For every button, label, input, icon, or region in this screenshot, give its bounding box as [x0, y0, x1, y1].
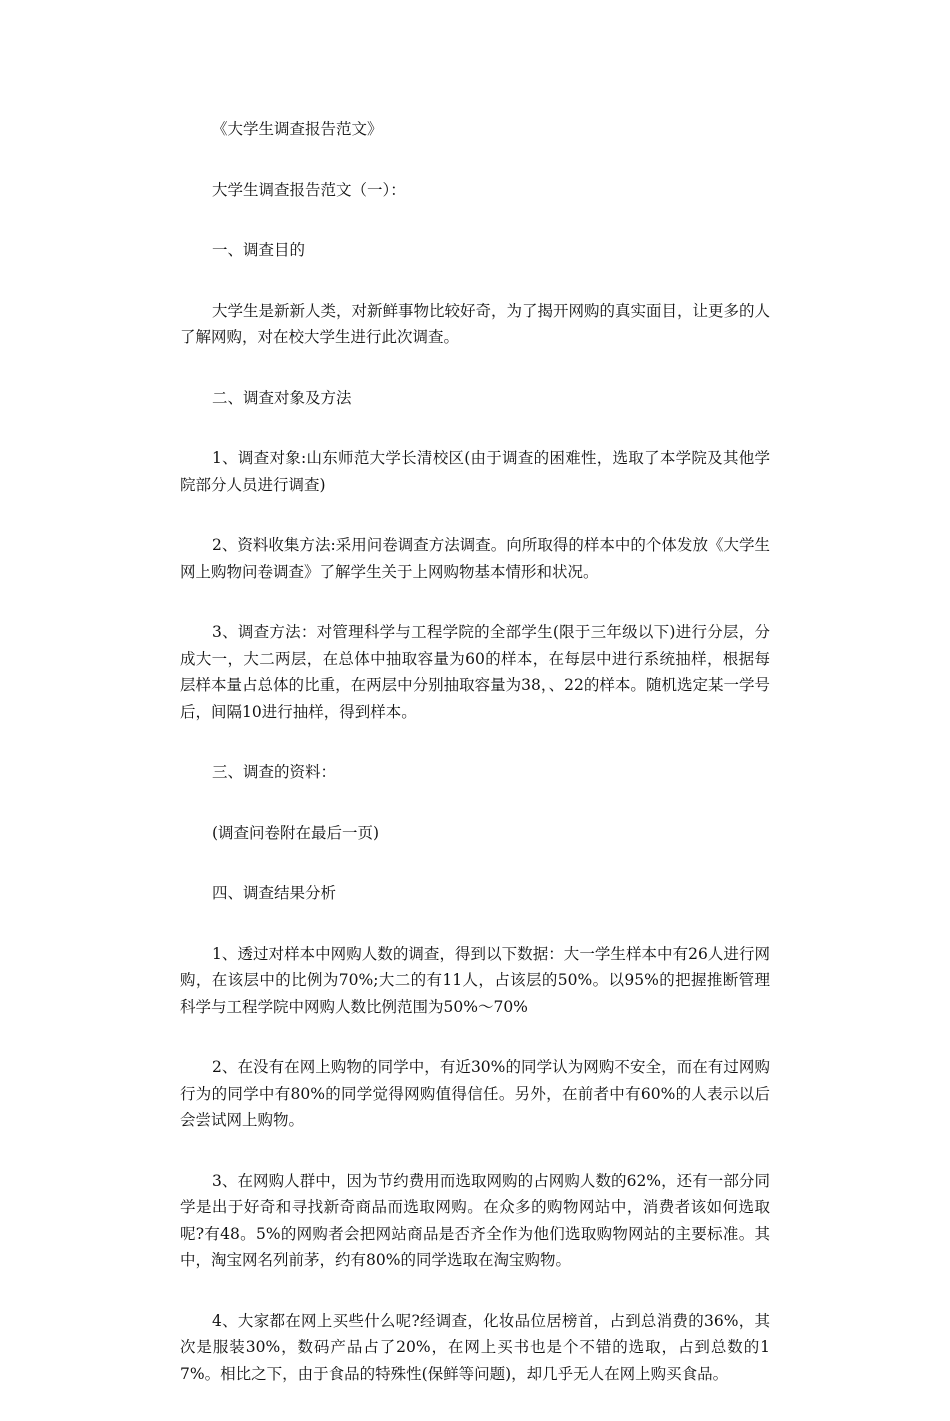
- paragraph-appendix-note: (调查问卷附在最后一页): [212, 823, 380, 842]
- section-subtitle: 大学生调查报告范文（一）：: [212, 180, 406, 199]
- heading-analysis: 四、调查结果分析: [212, 884, 337, 902]
- document-title: 《大学生调查报告范文》: [212, 120, 383, 138]
- paragraph-result-2: 2、在没有在网上购物的同学中，有近30%的同学认为网购不安全，而在有过网购行为的同学中有80%的同学觉得网购值得信任。另外，在前者中有60%的人表示以后会尝试网上购物。: [180, 1058, 770, 1129]
- heading-purpose: 一、调查目的: [212, 241, 306, 259]
- paragraph-result-4: 4、大家都在网上买些什么呢?经调查，化妆品位居榜首，占到总消费的36%，其次是服装30%，数码产品占了20%，在网上买书也是个不错的选取，占到总数的17%。相比之下，由于食品的特殊性(保鲜等问题)，却几乎无人在网上购买食品。: [180, 1311, 770, 1383]
- heading-materials: 三、调查的资料：: [212, 763, 337, 781]
- heading-method: 二、调查对象及方法: [212, 388, 352, 407]
- document-body: [180, 116, 770, 1421]
- paragraph-survey-object: 1、调查对象:山东师范大学长清校区(由于调查的困难性，选取了本学院及其他学院部分人员进行调查): [180, 449, 770, 494]
- paragraph-result-3: 3、在网购人群中，因为节约费用而选取网购的占网购人数的62%，还有一部分同学是出于好奇和寻找新奇商品而选取网购。在众多的购物网站中，消费者该如何选取呢?有48。5%的网购者会把网站商品是否齐全作为他们选取购物网站的主要标准。其中，淘宝网名列前茅，约有80%的同学选取在淘宝购物。: [180, 1171, 770, 1269]
- paragraph-result-1: 1、透过对样本中网购人数的调查，得到以下数据：大一学生样本中有26人进行网购，在该层中的比例为70%;大二的有11人，占该层的50%。以95%的把握推断管理科学与工程学院中网购人数比例范围为50%～70%: [180, 944, 770, 1016]
- paragraph-survey-method: 3、调查方法：对管理科学与工程学院的全部学生(限于三年级以下)进行分层，分成大一，大二两层，在总体中抽取容量为60的样本，在每层中进行系统抽样，根据每层样本量占总体的比重，在两层中分别抽取容量为38，、22的样本。随机选定某一学号后，间隔10进行抽样，得到样本。: [180, 623, 770, 721]
- paragraph-data-collection: 2、资料收集方法:采用问卷调查方法调查。向所取得的样本中的个体发放《大学生网上购物问卷调查》了解学生关于上网购物基本情形和状况。: [180, 536, 770, 581]
- paragraph-purpose: 大学生是新新人类，对新鲜事物比较好奇，为了揭开网购的真实面目，让更多的人了解网购，对在校大学生进行此次调查。: [180, 301, 771, 346]
